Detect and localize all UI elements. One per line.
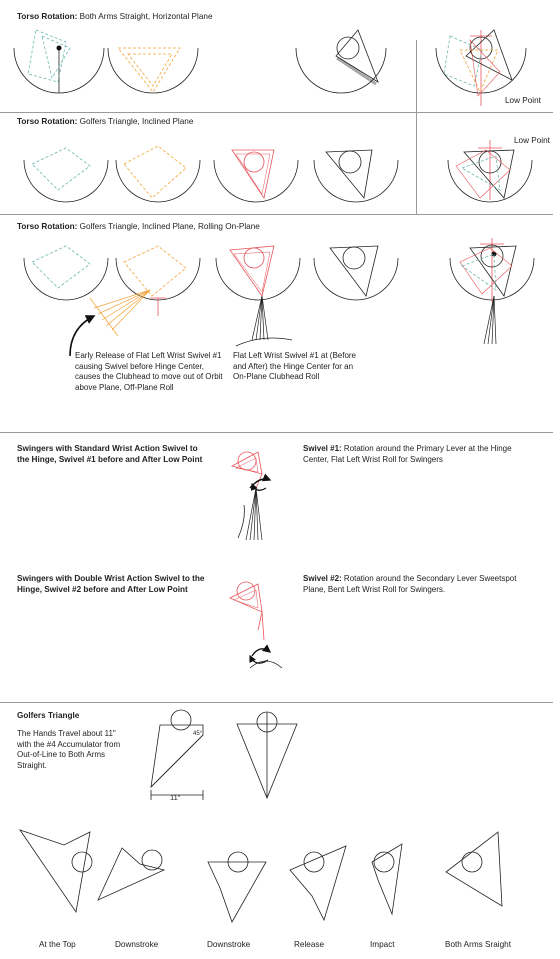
distance-label: 11" bbox=[170, 793, 181, 802]
low-point-label: Low Point bbox=[514, 136, 550, 145]
golfers-triangle-text: The Hands Travel about 11" with the #4 Accumulator from Out-of-Line to Both Arms Straight. bbox=[17, 729, 121, 770]
swivel1-figure bbox=[232, 452, 270, 540]
swivel2-figure bbox=[230, 582, 282, 668]
golfers-triangle-1 bbox=[151, 710, 203, 800]
section3-diagram-2 bbox=[90, 246, 200, 336]
swivel1-description: Swingers with Standard Wrist Action Swivel to the Hinge, Swivel #1 before and After Low Point bbox=[17, 444, 203, 464]
section3-diagram-5 bbox=[450, 238, 534, 344]
swivel2-definition: Swivel #2: Rotation around the Secondary Lever Sweetspot Plane, Bent Left Wrist Roll for Swingers. bbox=[303, 574, 517, 594]
sequence-both-arms-straight bbox=[446, 832, 502, 906]
section2-diagram-3 bbox=[214, 150, 298, 202]
pointer-arrow bbox=[70, 316, 94, 356]
golfers-triangle-2 bbox=[237, 712, 297, 798]
early-release-note: Early Release of Flat Left Wrist Swivel #1 causing Swivel before Hinge Center, causes the Clubhead to move out of Orbit above Plane, Off-Plane Roll bbox=[75, 351, 223, 392]
section2-title: Torso Rotation: Golfers Triangle, Inclined Plane bbox=[17, 117, 194, 126]
caption-at-the-top: At the Top bbox=[39, 940, 76, 949]
section2-diagram-1 bbox=[24, 148, 108, 202]
section3-diagram-1 bbox=[24, 246, 108, 300]
sequence-release bbox=[290, 846, 346, 920]
section3-title: Torso Rotation: Golfers Triangle, Inclined Plane, Rolling On-Plane bbox=[17, 222, 260, 231]
sequence-at-the-top bbox=[20, 830, 92, 912]
section3-diagram-4 bbox=[314, 246, 398, 300]
caption-release: Release bbox=[294, 940, 325, 949]
caption-both-arms-straight: Both Arms Sraight bbox=[445, 940, 511, 949]
section2-diagram-5 bbox=[448, 140, 532, 202]
caption-impact: Impact bbox=[370, 940, 395, 949]
section1-diagram-1 bbox=[14, 30, 104, 93]
section3-diagram-3 bbox=[216, 246, 300, 346]
swivel1-definition: Swivel #1: Rotation around the Primary Lever at the Hinge Center, Flat Left Wrist Roll for Swingers bbox=[303, 444, 512, 464]
on-plane-note: Flat Left Wrist Swivel #1 at (Before and After) the Hinge Center for an On-Plane Clubhead Roll bbox=[233, 351, 357, 381]
section2-diagram-2 bbox=[116, 146, 200, 202]
sequence-downstroke-1 bbox=[98, 848, 164, 900]
sequence-impact bbox=[372, 844, 402, 914]
section1-diagram-2 bbox=[108, 48, 198, 93]
section2-diagram-4 bbox=[314, 150, 398, 202]
angle-label: 45° bbox=[193, 731, 203, 737]
caption-downstroke: Downstroke bbox=[207, 940, 251, 949]
section1-diagram-4 bbox=[436, 30, 526, 106]
section1-diagram-3 bbox=[296, 30, 386, 93]
caption-downstroke: Downstroke bbox=[115, 940, 159, 949]
sequence-downstroke-2 bbox=[208, 852, 266, 922]
section1-title: Torso Rotation: Both Arms Straight, Horizontal Plane bbox=[17, 12, 213, 21]
low-point-label: Low Point bbox=[505, 96, 541, 105]
swivel2-description: Swingers with Double Wrist Action Swivel to the Hinge, Swivel #2 before and After Low Point bbox=[17, 574, 205, 594]
golfers-triangle-title: Golfers Triangle bbox=[17, 711, 80, 720]
